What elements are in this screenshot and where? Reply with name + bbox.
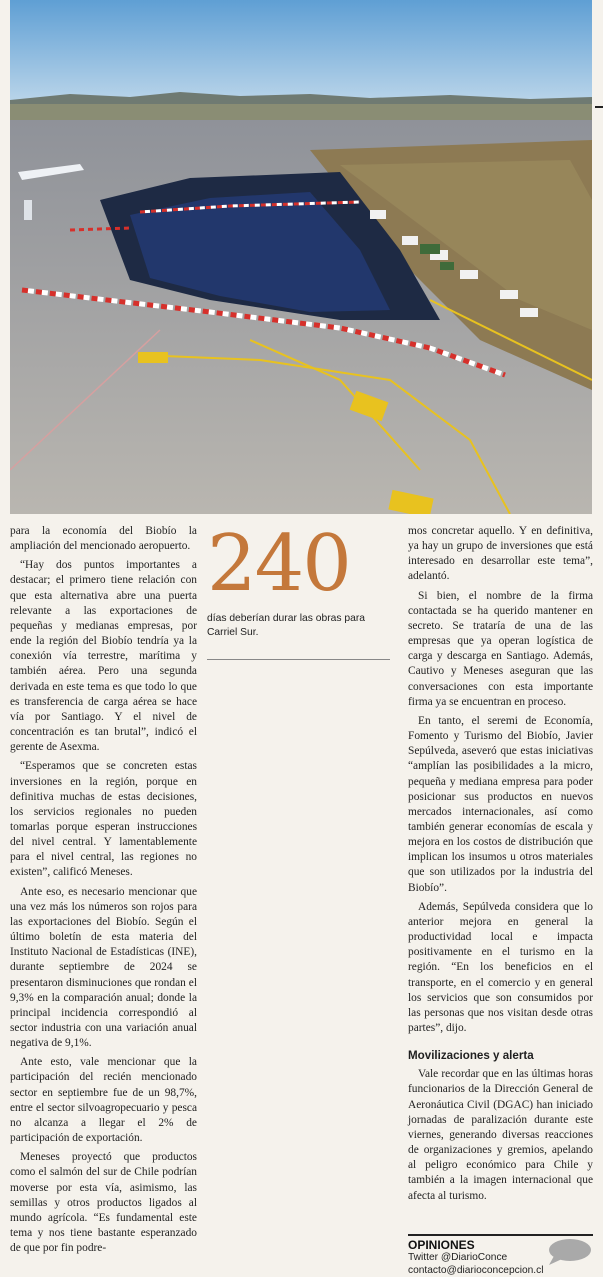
speech-bubble-icon	[546, 1238, 592, 1266]
article-photo	[10, 0, 592, 514]
paragraph: Si bien, el nombre de la firma contactada se ha querido mantener en secreto. Se trataría de una de las empresas que ya operan logística de carga y descarga en Santiago. Además, Cautivo y Meneses aseguran que las conversaciones con esta importante firma ya se encuentran en proceso.	[408, 589, 593, 708]
paragraph: En tanto, el seremi de Economía, Fomento y Turismo del Biobío, Javier Sepúlveda, aseveró que estas iniciativas “amplían las posibilidades a la micro, pequeña y mediana empresa para poder posicionar sus productos en nuevos mercados internacionales, así como también generar economías de escala y mejora en los costos de distribución que implican los insumos u otros materiales que son utilizados por la industria del Biobío”.	[408, 714, 593, 894]
page-edge-mark	[595, 106, 603, 108]
stat-caption: días deberían durar las obras para Carriel Sur.	[207, 613, 365, 638]
stat-number: 240	[207, 519, 350, 609]
footer-title: OPINIONES	[408, 1238, 475, 1252]
divider	[408, 1234, 593, 1236]
paragraph: Además, Sepúlveda considera que lo anterior mejora en general la productividad local e impacta positivamente en el turismo en la región. “En los beneficios en el transporte, en el comercio y en general los servicios que son consumidos por las personas que nos visitan desde otras partes”, dijo.	[408, 900, 593, 1034]
paragraph: Meneses proyectó que productos como el salmón del sur de Chile podrían moverse por esta vía, asimismo, las semillas y otros productos ligados al mundo agrícola. “Es fundamental este tema y nos tiene bastante esperanzado de que por fin podre-	[10, 1151, 197, 1255]
paragraph: Ante esto, vale mencionar que la participación del recién mencionado sector en septiembre fue de un 98,7%, entre el sector silvoagropecuario y pesca no alcanza a llegar el 2% de participación de exportación.	[10, 1056, 197, 1145]
paragraph: Vale recordar que en las últimas horas funcionarios de la Dirección General de Aeronáutica Civil (DGAC) han iniciado jornadas de paralización durante este viernes, generando diversas reacciones de organizaciones y gremios, apelando al peligro económico para Chile y también a la imagen internacional que afecta al turismo.	[408, 1068, 593, 1202]
paragraph: para la economía del Biobío la ampliación del mencionado aeropuerto.	[10, 525, 197, 553]
paragraph: “Esperamos que se concreten estas inversiones en la región, porque en definitiva muchas de estas decisiones, los servicios regionales no pueden tomarlas porque esperan instrucciones del nivel central. Y lamentablemente para el nivel central, las regiones no existen”, calificó Meneses.	[10, 760, 197, 879]
paragraph: mos concretar aquello. Y en definitiva, ya hay un grupo de inversiones que está interesado en desarrollar este tema”, adelantó.	[408, 525, 593, 583]
article-column-right	[408, 524, 593, 1204]
paragraph: Ante eso, es necesario mencionar que una vez más los números son rojos para las exportaciones del Biobío. Según el último boletín de esta materia del Instituto Nacional de Estadísticas (INE), durante septiembre de 2024 se presentaron disminuciones que rondan el 9,3% en la comparación anual; donde la principal incidencia correspondió al sector industria con una variación anual negativa de 9,1%.	[10, 885, 197, 1050]
section-subheading: Movilizaciones y alerta	[408, 1049, 534, 1063]
divider	[207, 659, 390, 660]
opinions-footer	[408, 1234, 593, 1277]
paragraph: “Hay dos puntos importantes a destacar; el primero tiene relación con que esta alternativa abre una puerta relevante a las exportaciones de pequeñas y medianas empresas, por ende la región del Biobío tendría ya la conexión vía terrestre, marítima y también aérea. Pero una segunda derivada en este tema es que todo lo que es transferencia de carga aérea se hace vía por Santiago. Y el nivel de concentración es tan brutal”, indicó el gerente de Asexma.	[10, 559, 197, 754]
twitter-handle[interactable]: Twitter @DiarioConce	[408, 1252, 508, 1263]
contact-email[interactable]: contacto@diarioconcepcion.cl	[408, 1264, 544, 1276]
airport-apron-aerial-photo	[10, 0, 592, 514]
highlight-stat	[207, 518, 390, 639]
article-column-left	[10, 524, 197, 1256]
